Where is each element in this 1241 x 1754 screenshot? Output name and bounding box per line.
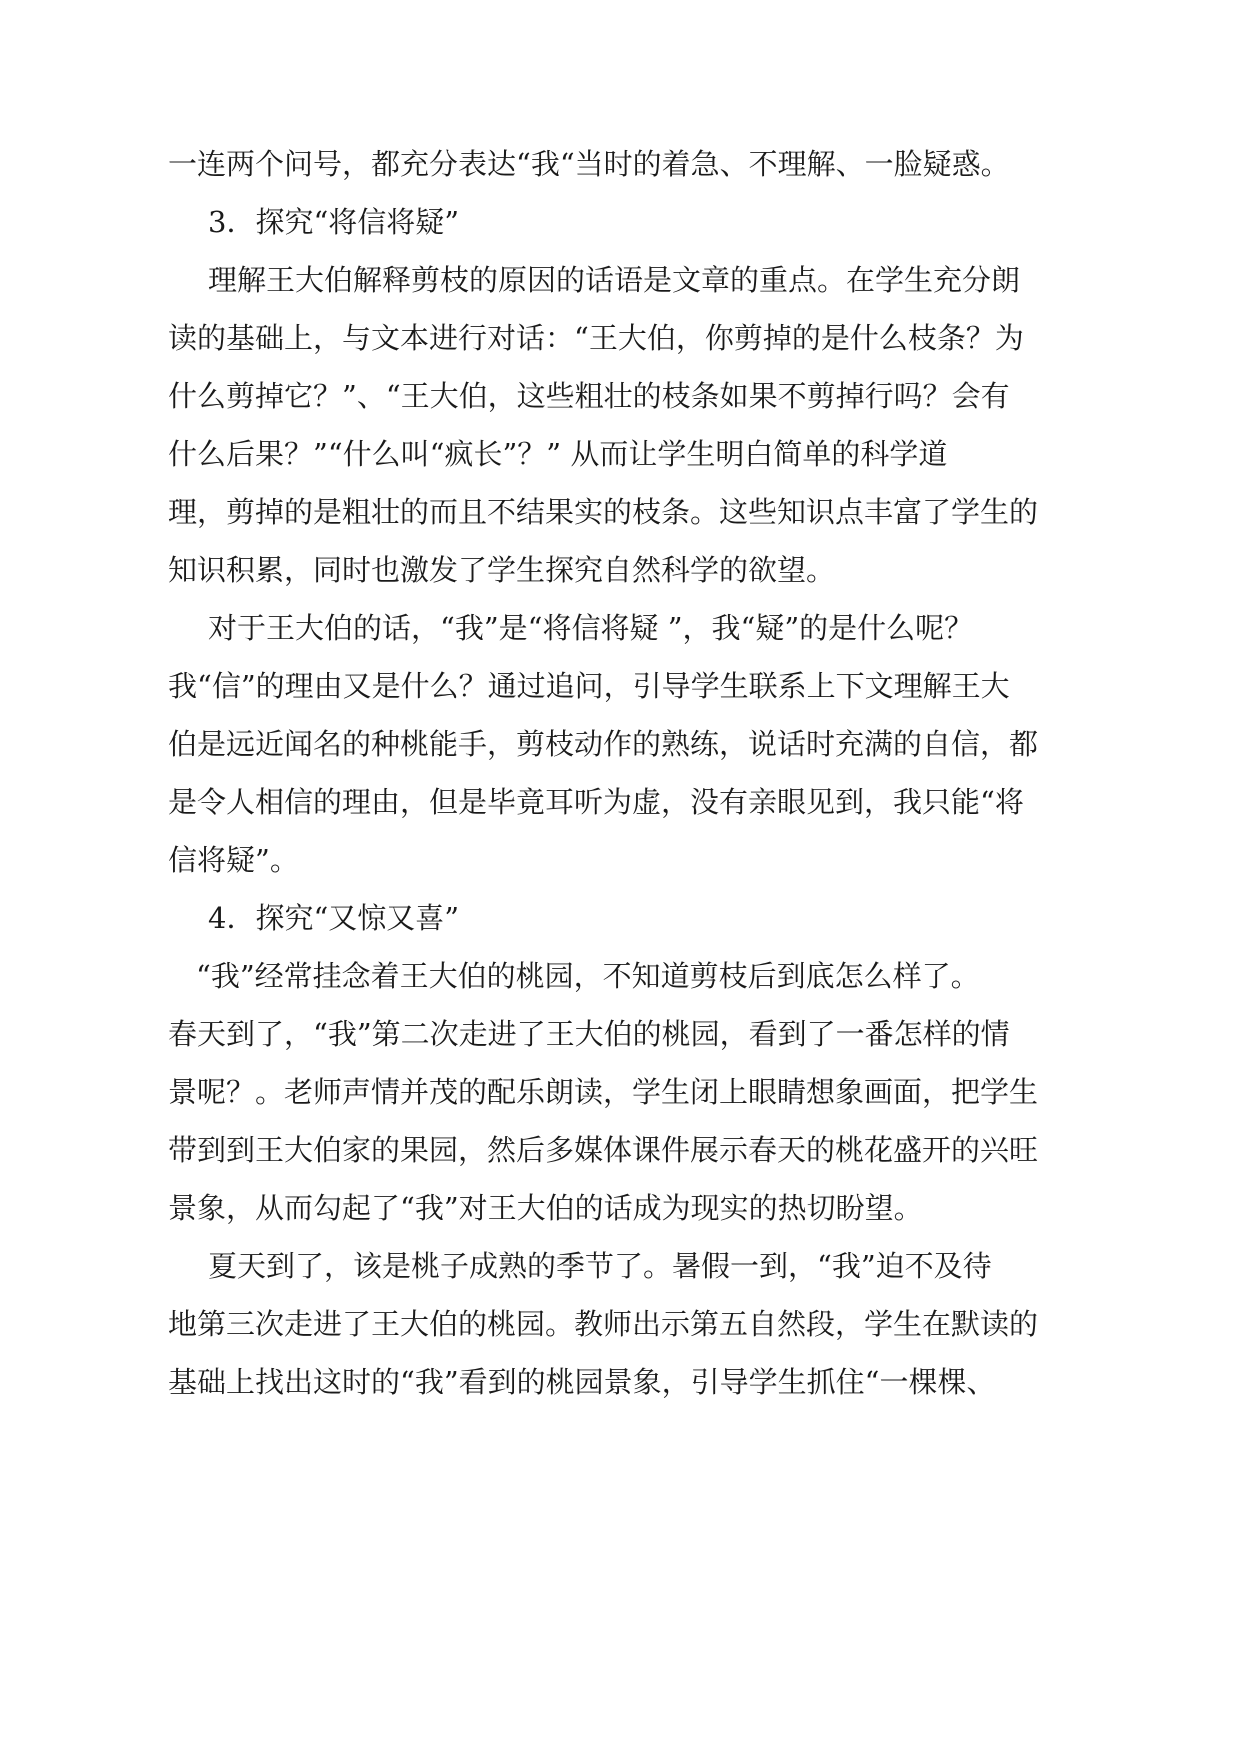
text-line: 春天到了，“我”第二次走进了王大伯的桃园，看到了一番怎样的情: [168, 1017, 1010, 1051]
text-line: 什么后果？”“什么叫“疯长”？” 从而让学生明白简单的科学道: [168, 437, 948, 471]
text-line: 夏天到了，该是桃子成熟的季节了。暑假一到，“我”迫不及待: [208, 1249, 992, 1283]
text-line: 基础上找出这时的“我”看到的桃园景象，引导学生抓住“一棵棵、: [168, 1365, 996, 1399]
text-line: 景象，从而勾起了“我”对王大伯的话成为现实的热切盼望。: [168, 1191, 923, 1225]
text-line: 理，剪掉的是粗壮的而且不结果实的枝条。这些知识点丰富了学生的: [168, 495, 1039, 529]
text-line: 伯是远近闻名的种桃能手，剪枝动作的熟练，说话时充满的自信，都: [168, 727, 1039, 761]
text-line: 理解王大伯解释剪枝的原因的话语是文章的重点。在学生充分朗: [208, 263, 1021, 297]
text-line: 信将疑”。: [168, 843, 299, 877]
text-line: 地第三次走进了王大伯的桃园。教师出示第五自然段，学生在默读的: [168, 1307, 1039, 1341]
text-line: 知识积累，同时也激发了学生探究自然科学的欲望。: [168, 553, 836, 587]
text-line: 对于王大伯的话，“我”是“将信将疑 ”，我“疑”的是什么呢？: [208, 611, 974, 645]
text-line: 一连两个问号，都充分表达“我“当时的着急、不理解、一脸疑惑。: [168, 147, 1010, 181]
section-heading: 3．探究“将信将疑”: [208, 205, 460, 239]
section-heading: 4．探究“又惊又喜”: [208, 901, 460, 935]
text-line: 什么剪掉它？”、“王大伯，这些粗壮的枝条如果不剪掉行吗？会有: [168, 379, 1010, 413]
text-line: 景呢？。老师声情并茂的配乐朗读，学生闭上眼睛想象画面，把学生: [168, 1075, 1039, 1109]
text-line: 读的基础上，与文本进行对话：“王大伯，你剪掉的是什么枝条？为: [168, 321, 1024, 355]
text-line: 我“信”的理由又是什么？通过追问，引导学生联系上下文理解王大: [168, 669, 1010, 703]
text-line: 带到到王大伯家的果园，然后多媒体课件展示春天的桃花盛开的兴旺: [168, 1133, 1039, 1167]
text-line: “我”经常挂念着王大伯的桃园，不知道剪枝后到底怎么样了。: [196, 959, 980, 993]
text-line: 是令人相信的理由，但是毕竟耳听为虚，没有亲眼见到，我只能“将: [168, 785, 1024, 819]
